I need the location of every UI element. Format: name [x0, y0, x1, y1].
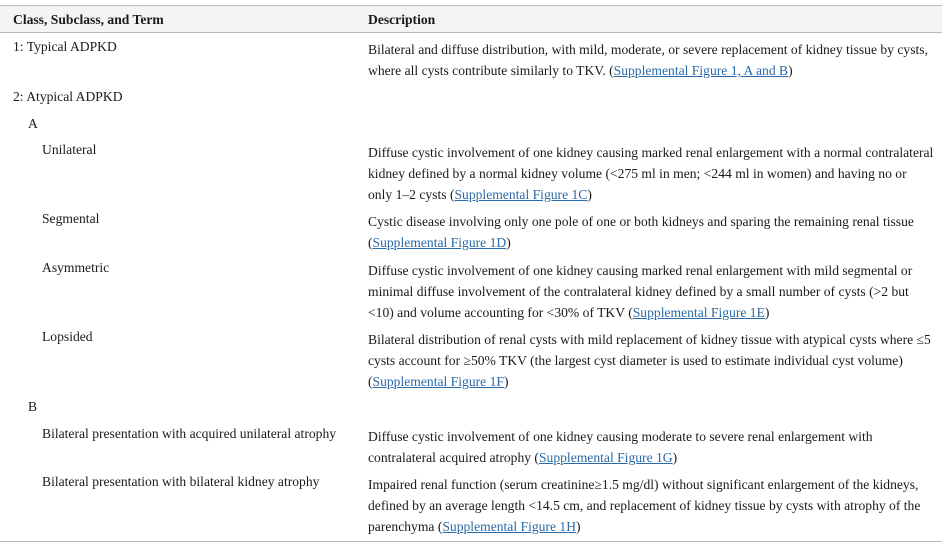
supplemental-figure-link[interactable]: Supplemental Figure 1F	[372, 374, 504, 389]
row-term: A	[28, 116, 38, 131]
row-description: Bilateral distribution of renal cysts with mild replacement of kidney tissue with atypical cysts where ≤5 cysts account for ≥50% TKV (the largest cyst diameter is used to estimate individual cyst volume) (Supplemental Figure 1F)	[368, 332, 931, 389]
row-term: Asymmetric	[42, 260, 110, 275]
table-bottom-border	[0, 541, 942, 542]
row-term: 2: Atypical ADPKD	[13, 89, 123, 104]
row-description: Cystic disease involving only one pole of one or both kidneys and sparing the remaining renal tissue (Supplemental Figure 1D)	[368, 214, 914, 250]
row-term: Segmental	[42, 211, 100, 226]
row-description: Bilateral and diffuse distribution, with mild, moderate, or severe replacement of kidney tissue by cysts, where all cysts contribute similarly to TKV. (Supplemental Figure 1, A and B)	[368, 42, 928, 78]
supplemental-figure-link[interactable]: Supplemental Figure 1E	[632, 305, 765, 320]
row-term: Lopsided	[42, 329, 93, 344]
row-term: Unilateral	[42, 142, 97, 157]
row-term: 1: Typical ADPKD	[13, 39, 117, 54]
row-description: Diffuse cystic involvement of one kidney causing marked renal enlargement with mild segmental or minimal diffuse involvement of the contralateral kidney defined by a small number of cysts (>2 but <10) and volume accounting for <30% of TKV (Supplemental Figure 1E)	[368, 263, 913, 320]
supplemental-figure-link[interactable]: Supplemental Figure 1G	[538, 450, 673, 465]
supplemental-figure-link[interactable]: Supplemental Figure 1, A and B	[613, 63, 789, 78]
row-description: Diffuse cystic involvement of one kidney causing moderate to severe renal enlargement with contralateral acquired atrophy (Supplemental Figure 1G)	[368, 429, 873, 465]
supplemental-figure-link[interactable]: Supplemental Figure 1C	[454, 187, 588, 202]
supplemental-figure-link[interactable]: Supplemental Figure 1H	[442, 519, 577, 534]
supplemental-figure-link[interactable]: Supplemental Figure 1D	[372, 235, 507, 250]
row-term: B	[28, 399, 38, 414]
row-description: Diffuse cystic involvement of one kidney causing marked renal enlargement with a normal contralateral kidney defined by a normal kidney volume (<275 ml in men; <244 ml in women) and having no or only 1–2 cysts (Supplemental Figure 1C)	[368, 145, 934, 202]
row-description: Impaired renal function (serum creatinine≥1.5 mg/dl) without significant enlargement of the kidneys, defined by an average length <14.5 cm, and replacement of kidney tissue by cysts with atrophy of the parenchyma (Supplemental Figure 1H)	[368, 477, 921, 534]
row-term: Bilateral presentation with bilateral kidney atrophy	[42, 474, 320, 489]
table-header	[0, 5, 942, 33]
header-class-subclass-term: Class, Subclass, and Term	[13, 12, 164, 27]
row-term: Bilateral presentation with acquired unilateral atrophy	[42, 426, 337, 441]
header-description: Description	[368, 12, 436, 27]
